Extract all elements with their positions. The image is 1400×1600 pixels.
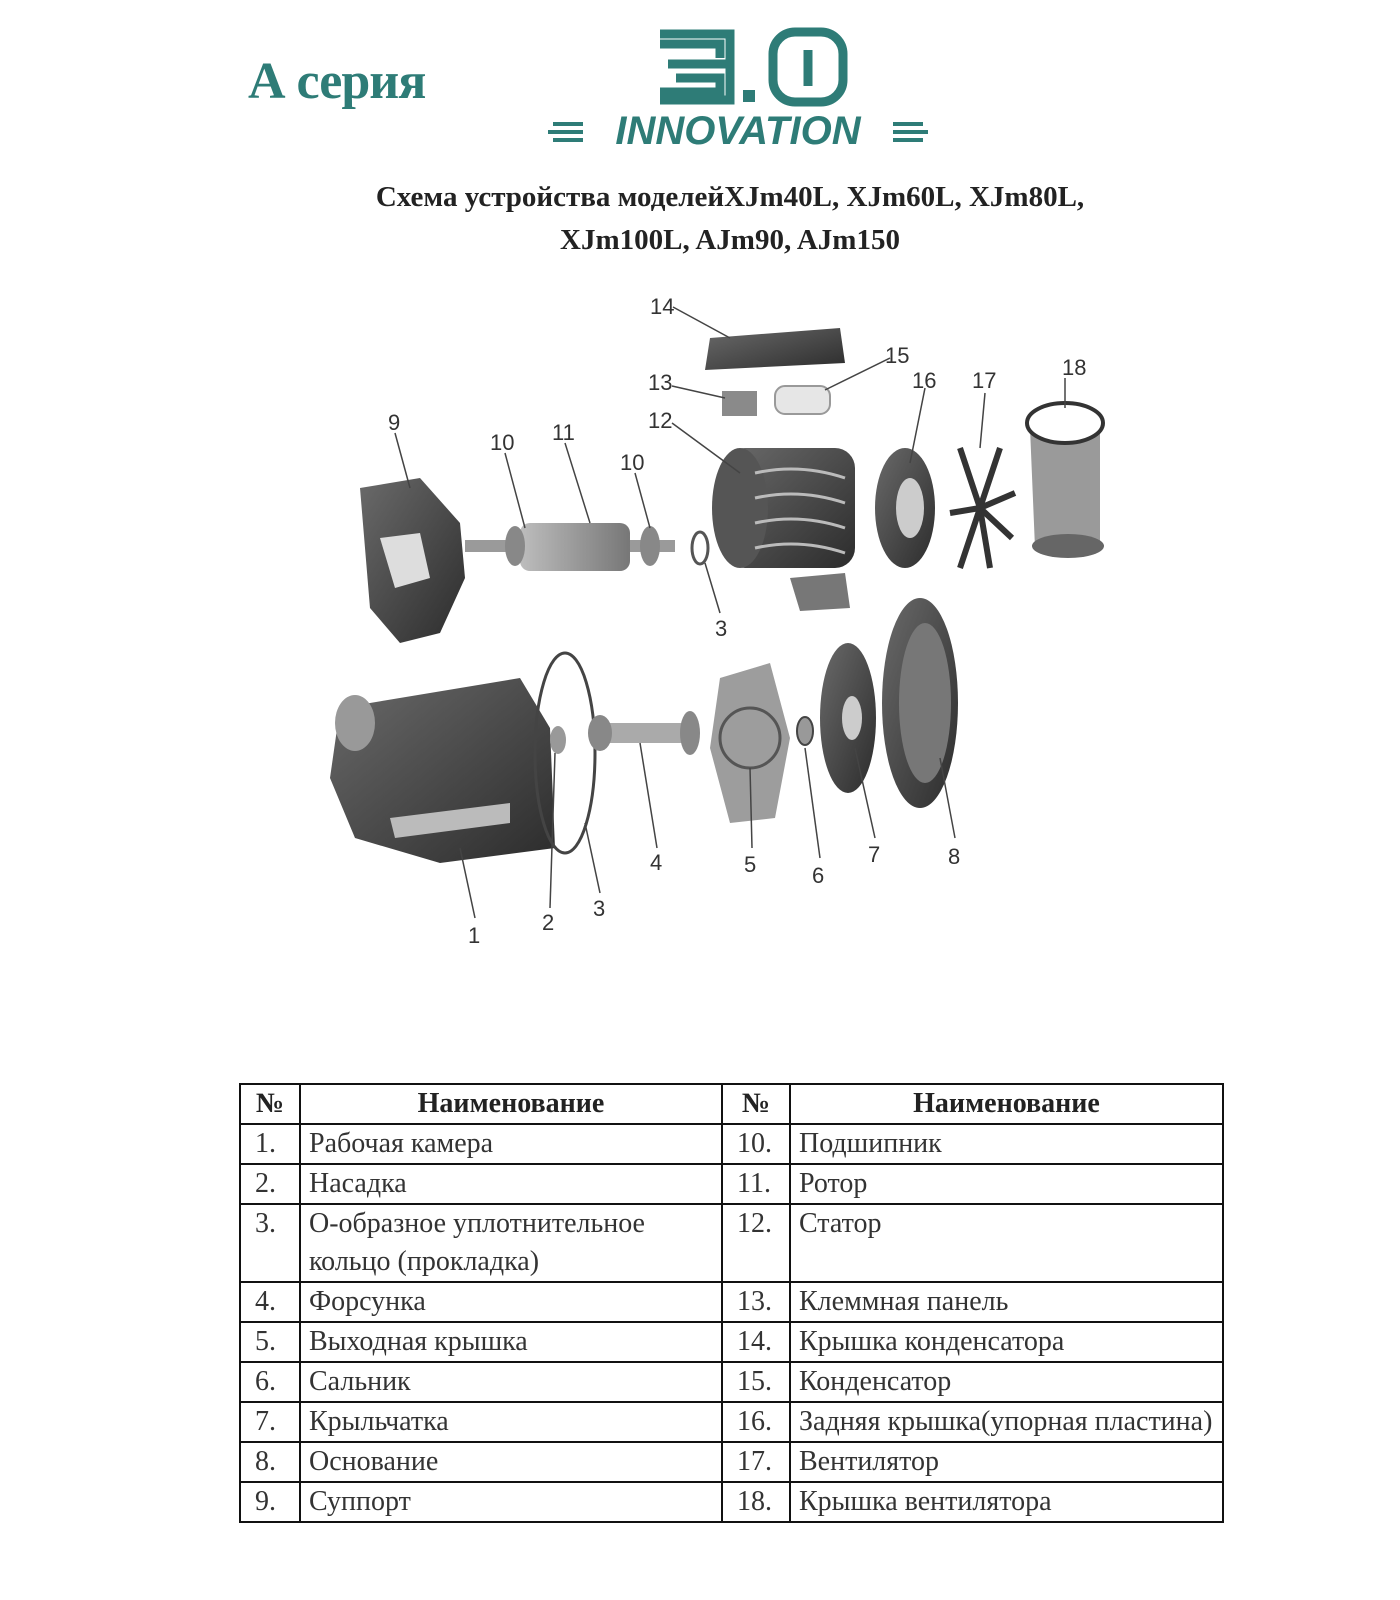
series-title: А серия <box>248 53 426 110</box>
cell-name-1: О-образное уплотнительное кольцо (прокладка) <box>300 1204 722 1282</box>
part-11-rotor <box>465 523 675 571</box>
cell-name-2: Подшипник <box>790 1124 1223 1164</box>
table-row <box>240 1362 1223 1402</box>
table-row <box>240 1402 1223 1442</box>
label-10b: 10 <box>620 450 645 475</box>
label-16: 16 <box>912 368 937 393</box>
innovation-logo <box>548 14 948 154</box>
cell-num-1: 6. <box>240 1362 300 1402</box>
label-1: 1 <box>468 923 481 948</box>
cell-num-2: 14. <box>722 1322 790 1362</box>
label-11: 11 <box>552 420 575 445</box>
parts-table <box>239 1083 1224 1523</box>
label-6: 6 <box>812 863 825 888</box>
cell-name-1: Сальник <box>300 1362 722 1402</box>
cell-num-1: 7. <box>240 1402 300 1442</box>
part-8-base <box>882 598 958 808</box>
part-7-impeller <box>820 643 876 793</box>
label-15: 15 <box>885 343 910 368</box>
part-9-support <box>360 478 465 643</box>
label-2: 2 <box>542 910 555 935</box>
cell-name-2: Конденсатор <box>790 1362 1223 1402</box>
table-header-row <box>240 1084 1223 1124</box>
cell-name-2: Крышка конденсатора <box>790 1322 1223 1362</box>
cell-num-2: 15. <box>722 1362 790 1402</box>
document-title <box>0 176 1400 262</box>
label-14: 14 <box>650 294 675 319</box>
title-line-2: XJm100L, AJm90, AJm150 <box>560 224 900 256</box>
cell-num-2: 17. <box>722 1442 790 1482</box>
header-name-2: Наименование <box>790 1084 1223 1124</box>
cell-num-1: 1. <box>240 1124 300 1164</box>
label-5: 5 <box>744 852 757 877</box>
part-2-nozzle <box>550 726 566 754</box>
label-10a: 10 <box>490 430 515 455</box>
cell-num-1: 4. <box>240 1282 300 1322</box>
exploded-pump-diagram <box>300 278 1180 978</box>
label-18: 18 <box>1062 355 1087 380</box>
cell-name-1: Суппорт <box>300 1482 722 1522</box>
part-17-fan <box>950 448 1015 568</box>
part-13-terminal-board <box>722 391 757 416</box>
cell-name-1: Рабочая камера <box>300 1124 722 1164</box>
table-row <box>240 1322 1223 1362</box>
cell-num-2: 11. <box>722 1164 790 1204</box>
table-row <box>240 1204 1223 1282</box>
cell-num-1: 8. <box>240 1442 300 1482</box>
cell-num-2: 10. <box>722 1124 790 1164</box>
cell-name-1: Насадка <box>300 1164 722 1204</box>
label-8: 8 <box>948 844 961 869</box>
cell-name-2: Статор <box>790 1204 1223 1282</box>
table-row <box>240 1124 1223 1164</box>
part-15-capacitor <box>775 386 830 414</box>
label-13: 13 <box>648 370 673 395</box>
part-5-outlet-cover <box>710 663 790 823</box>
label-12: 12 <box>648 408 673 433</box>
cell-num-2: 13. <box>722 1282 790 1322</box>
cell-num-1: 9. <box>240 1482 300 1522</box>
cell-name-1: Форсунка <box>300 1282 722 1322</box>
cell-name-1: Выходная крышка <box>300 1322 722 1362</box>
cell-num-1: 3. <box>240 1204 300 1282</box>
cell-num-2: 18. <box>722 1482 790 1522</box>
part-18-fan-cover <box>1027 403 1104 558</box>
cell-num-1: 2. <box>240 1164 300 1204</box>
part-12-stator <box>712 448 855 568</box>
cell-num-2: 16. <box>722 1402 790 1442</box>
label-9: 9 <box>388 410 401 435</box>
cell-name-1: Основание <box>300 1442 722 1482</box>
logo-subtitle: INNOVATION <box>615 109 861 153</box>
cell-name-2: Задняя крышка(упорная пластина) <box>790 1402 1223 1442</box>
label-3a: 3 <box>715 616 728 641</box>
part-3-ring-small <box>692 532 708 564</box>
cell-num-1: 5. <box>240 1322 300 1362</box>
cell-name-2: Ротор <box>790 1164 1223 1204</box>
label-3b: 3 <box>593 896 606 921</box>
part-6-seal <box>797 717 813 745</box>
part-14-capacitor-cover <box>705 328 845 370</box>
cell-name-2: Вентилятор <box>790 1442 1223 1482</box>
table-row <box>240 1282 1223 1322</box>
label-4: 4 <box>650 850 663 875</box>
header-name-1: Наименование <box>300 1084 722 1124</box>
title-line-1: Схема устройства моделейXJm40L, XJm60L, XJm80L, <box>375 181 1085 213</box>
header-num-1: № <box>240 1084 300 1124</box>
table-row <box>240 1164 1223 1204</box>
cell-name-2: Клеммная панель <box>790 1282 1223 1322</box>
table-row <box>240 1442 1223 1482</box>
table-row <box>240 1482 1223 1522</box>
label-17: 17 <box>972 368 997 393</box>
label-7: 7 <box>868 842 881 867</box>
header-num-2: № <box>722 1084 790 1124</box>
cell-name-2: Крышка вентилятора <box>790 1482 1223 1522</box>
cell-name-1: Крыльчатка <box>300 1402 722 1442</box>
cell-num-2: 12. <box>722 1204 790 1282</box>
part-16-rear-cover <box>875 448 935 568</box>
part-4-injector <box>588 711 700 755</box>
part-1-pump-chamber <box>330 678 555 863</box>
